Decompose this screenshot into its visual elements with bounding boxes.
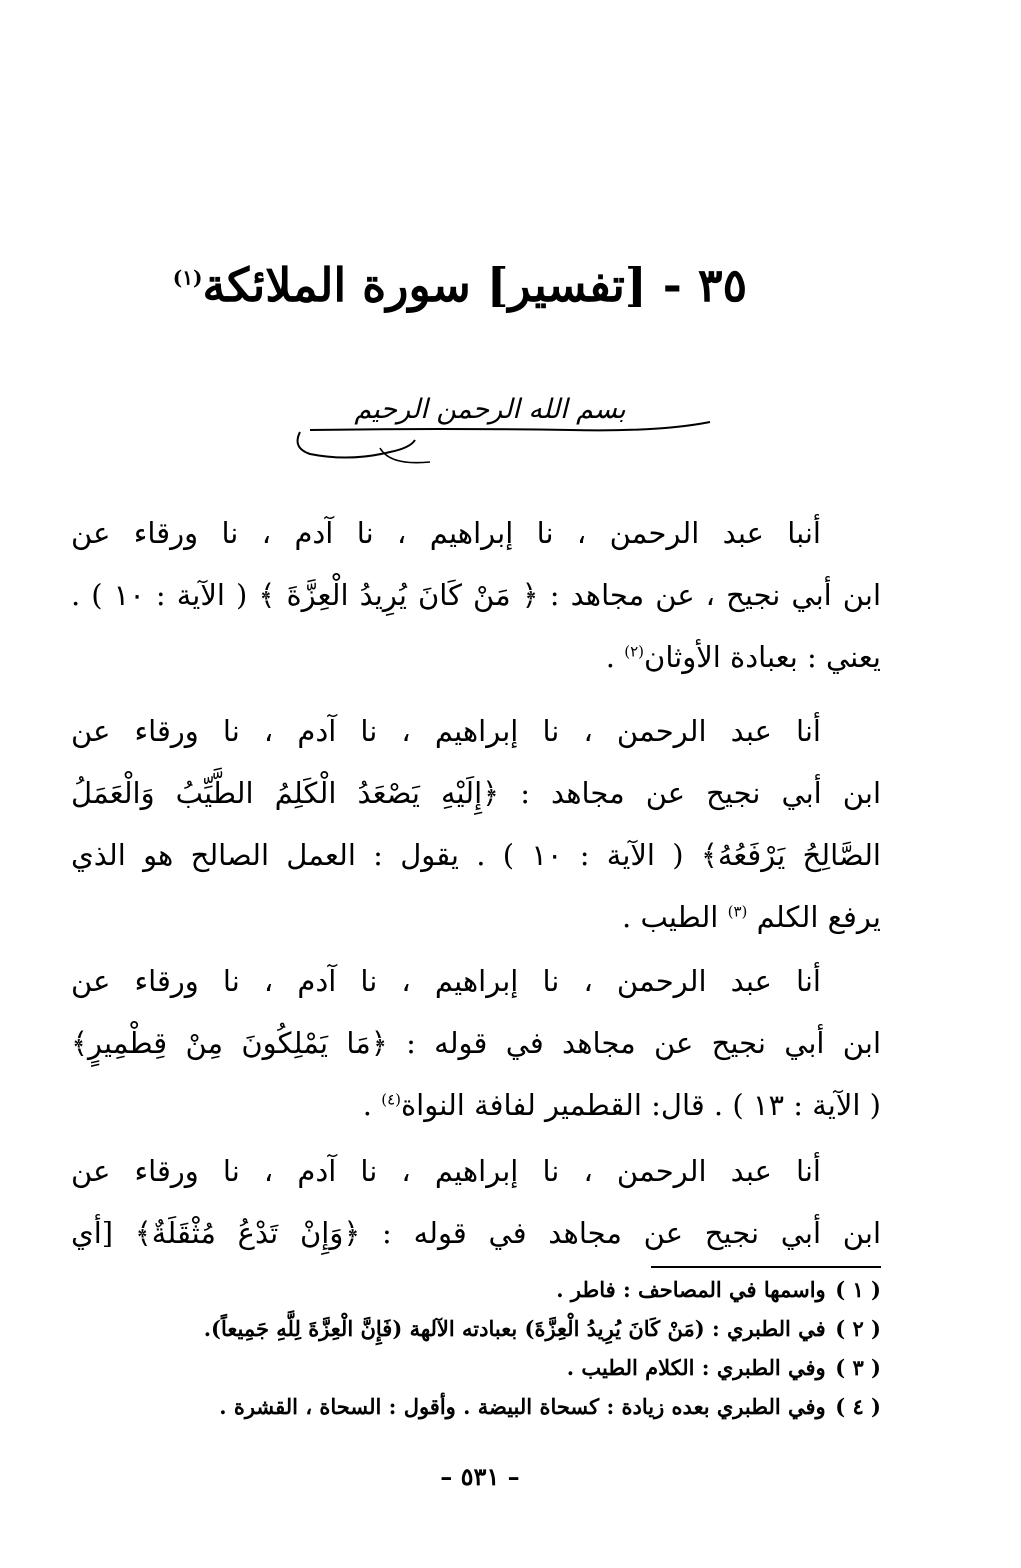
footnote-ref: (٣) (727, 902, 748, 921)
paragraph-4 (71, 1140, 881, 1264)
paragraph-line: الصَّالِحُ يَرْفَعُهُ﴾ ( الآية : ١٠ ) . يقول : العمل الصالح هو الذي (71, 838, 881, 872)
paragraph-line-text: يرفع الكلم (756, 900, 881, 934)
page-number: – ٥٣١ – (440, 1462, 520, 1491)
paragraph-line-end: الطيب . (622, 900, 728, 934)
footnote-item (61, 1270, 881, 1309)
paragraph-line: ابن أبي نجيح ، عن مجاهد : ﴿ مَنْ كَانَ يُرِيدُ الْعِزَّةَ ﴾ ( الآية : ١٠ ) . (71, 578, 882, 612)
footnote-item (61, 1309, 881, 1348)
chapter-dash: - (662, 258, 682, 312)
paragraph-line: ابن أبي نجيح عن مجاهد في قوله : ﴿وَإِنْ تَدْعُ مُثْقَلَةٌ﴾ [أي (71, 1216, 881, 1250)
chapter-footnote-ref: (١) (172, 265, 203, 290)
paragraph-line: أنا عبد الرحمن ، نا إبراهيم ، نا آدم ، نا ورقاء عن (71, 714, 821, 748)
footnote-item (61, 1387, 881, 1426)
paragraph-line-last (71, 886, 881, 948)
footnote-text: وفي الطبري : الكلام الطيب . (566, 1355, 826, 1380)
paragraph-line: أنبا عبد الرحمن ، نا إبراهيم ، نا آدم ، نا ورقاء عن (71, 516, 821, 550)
paragraph-line-text: ( الآية : ١٣ ) . قال: القطمير لفافة النواة (400, 1088, 881, 1122)
footnotes (61, 1270, 881, 1426)
chapter-number: ٣٥ (697, 258, 748, 312)
paragraph-line-end: . (605, 640, 625, 674)
basmala (240, 392, 740, 425)
paragraph-line: أنا عبد الرحمن ، نا إبراهيم ، نا آدم ، نا ورقاء عن (71, 1154, 821, 1188)
footnote-text: وفي الطبري بعده زيادة : كسحاة البيضة . وأقول : السحاة ، القشرة . (219, 1394, 826, 1419)
chapter-title (150, 258, 770, 312)
footnote-number: ( ٣ ) (835, 1355, 881, 1380)
paragraph-line: أنا عبد الرحمن ، نا إبراهيم ، نا آدم ، نا ورقاء عن (71, 964, 821, 998)
paragraph-line-text: يعني : بعبادة الأوثان (644, 640, 881, 674)
paragraph-line-last (71, 626, 881, 688)
footnote-separator (651, 1266, 881, 1268)
footnote-number: ( ٢ ) (835, 1316, 881, 1341)
footnote-number: ( ١ ) (835, 1277, 881, 1302)
paragraph-line-last (71, 1074, 881, 1136)
footnote-text: واسمها في المصاحف : فاطر . (556, 1277, 826, 1302)
chapter-name: [تفسير] سورة الملائكة (202, 258, 647, 312)
paragraph-line-end: . (362, 1088, 382, 1122)
paragraph-3 (71, 950, 881, 1136)
footnote-number: ( ٤ ) (835, 1394, 881, 1419)
paragraph-2 (71, 700, 881, 948)
paragraph-line: ابن أبي نجيح عن مجاهد في قوله : ﴿مَا يَمْلِكُونَ مِنْ قِطْمِيرٍ﴾ (71, 1026, 882, 1060)
footnote-item (61, 1348, 881, 1387)
footnote-ref: (٢) (624, 642, 645, 661)
basmala-text: بسم الله الرحمن الرحيم (354, 394, 626, 425)
paragraph-1 (71, 502, 881, 688)
paragraph-line: ابن أبي نجيح عن مجاهد : ﴿إِلَيْهِ يَصْعَدُ الْكَلِمُ الطَّيِّبُ وَالْعَمَلُ (71, 776, 881, 810)
footnote-text: في الطبري : (مَنْ كَانَ يُرِيدُ الْعِزَّةَ) بعبادته الآلهة (فَإِنَّ الْعِزَّةَ لِلَّهِ جَمِيعاً). (203, 1316, 826, 1341)
footnote-ref: (٤) (381, 1090, 401, 1109)
